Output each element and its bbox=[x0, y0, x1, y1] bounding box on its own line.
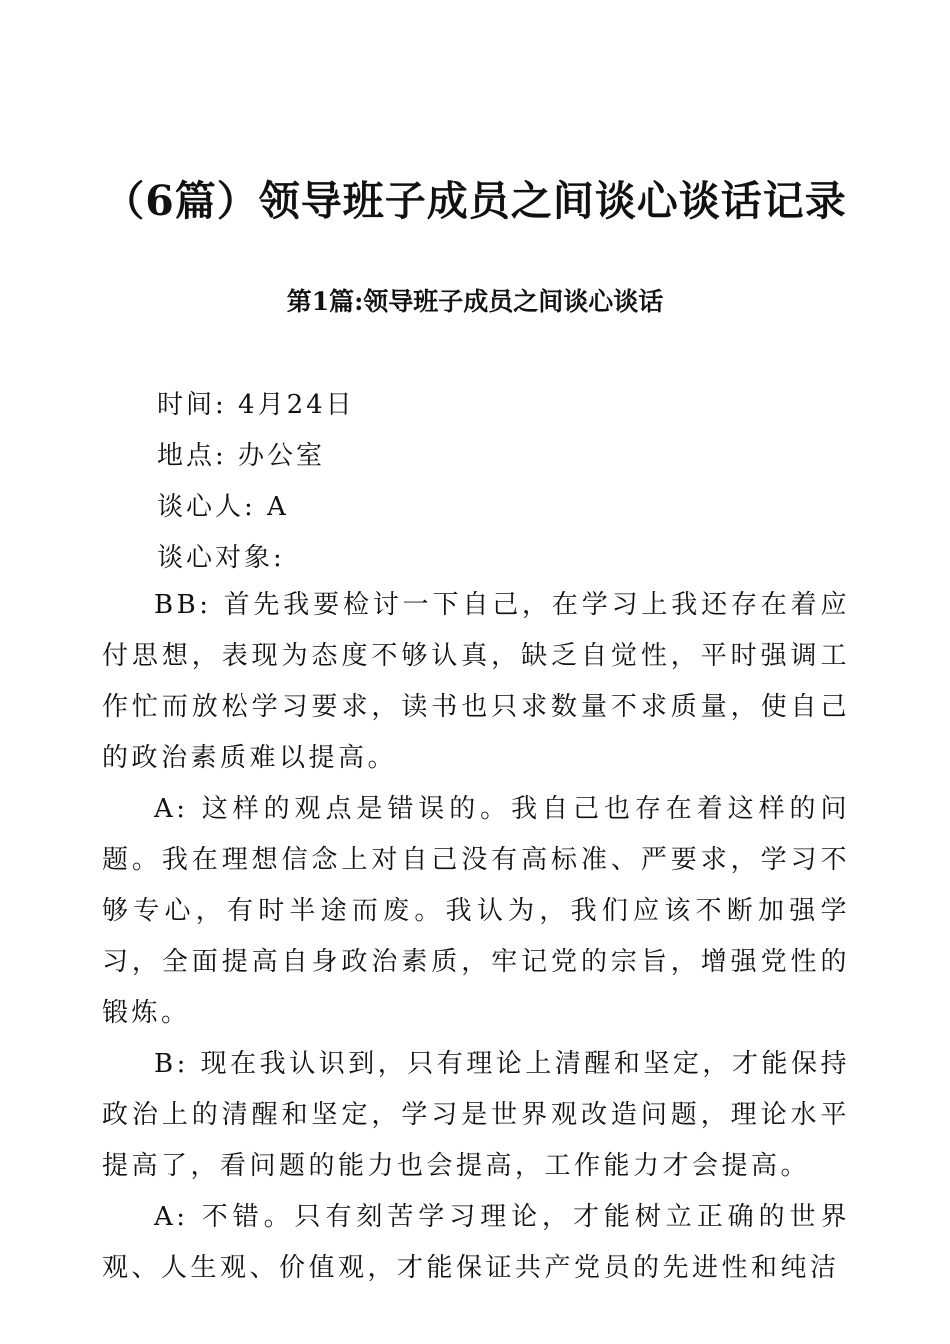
paragraph: B: 现在我认识到，只有理论上清醒和坚定，才能保持政治上的清醒和坚定，学习是世界观改造问题，理论水平提高了，看问题的能力也会提高，工作能力才会提高。 bbox=[102, 1049, 850, 1181]
meta-target: 谈心对象: bbox=[157, 543, 285, 573]
meta-time: 时间: 4月24日 bbox=[157, 390, 355, 420]
document-subtitle: 第1篇:领导班子成员之间谈心谈话 bbox=[286, 287, 664, 316]
meta-place: 地点: 办公室 bbox=[157, 441, 326, 471]
document-body bbox=[102, 580, 850, 1294]
meta-talker: 谈心人: A bbox=[157, 492, 289, 522]
paragraph: A: 不错。只有刻苦学习理论，才能树立正确的世界观、人生观、价值观，才能保证共产党员的先进性和纯洁 bbox=[102, 1202, 850, 1283]
paragraph: A: 这样的观点是错误的。我自己也存在着这样的问题。我在理想信念上对自己没有高标准、严要求，学习不够专心，有时半途而废。我认为，我们应该不断加强学习，全面提高自身政治素质，牢记党的宗旨，增强党性的锻炼。 bbox=[102, 794, 850, 1028]
paragraph: BB: 首先我要检讨一下自己，在学习上我还存在着应付思想，表现为态度不够认真，缺乏自觉性，平时强调工作忙而放松学习要求，读书也只求数量不求质量，使自己的政治素质难以提高。 bbox=[102, 590, 850, 773]
document-title: （6篇）领导班子成员之间谈心谈话记录 bbox=[103, 177, 847, 225]
